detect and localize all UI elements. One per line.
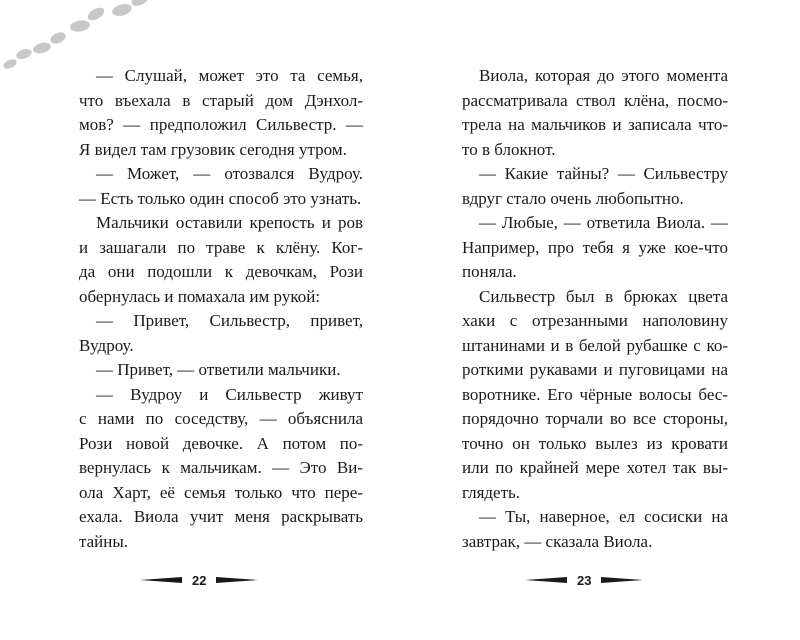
text-line: ола Харт, её семья только что пере- (79, 482, 363, 502)
page-number-right (525, 570, 643, 590)
text-line: завтрак, — сказала Виола. (462, 531, 653, 551)
text-line: с нами по соседству, — объяснила (79, 409, 363, 428)
text-line: Мальчики оставили крепость и ров (96, 213, 363, 232)
text-line: точно он только вылез из кровати (462, 433, 728, 453)
text-line: — Ты, наверное, ел сосиски на (479, 507, 728, 526)
text-line: мов? — предположил Сильвестр. — (79, 115, 363, 134)
text-line: вернулась к мальчикам. — Это Ви- (79, 458, 363, 477)
text-line: трела на мальчиков и записала что- (462, 115, 728, 134)
page-number: 23 (577, 572, 592, 588)
text-line: — Может, — отозвался Вудроу. (96, 164, 363, 183)
text-line: — Есть только один способ это узнать. (79, 188, 362, 208)
text-line: Я видел там грузовик сегодня утром. (79, 139, 347, 159)
text-line: то в блокнот. (462, 139, 556, 159)
page-23-text (462, 64, 728, 554)
page-22-text (79, 64, 363, 554)
text-line: что въехала в старый дом Дэнхол- (79, 90, 363, 110)
text-line: — Любые, — ответила Виола. — (479, 213, 728, 232)
text-line: — Слушай, может это та семья, (96, 66, 363, 85)
text-line: обернулась и помахала им рукой: (79, 286, 321, 306)
text-line: Например, про тебя я уже кое-что (462, 237, 728, 257)
text-line: ехала. Виола учит меня раскрывать (79, 507, 363, 526)
arrow-ornament-icon (140, 576, 182, 584)
arrow-ornament-icon (525, 576, 567, 584)
text-line: рассматривала ствол клёна, посмо- (462, 90, 728, 110)
text-line: Виола, которая до этого момента (479, 66, 728, 85)
text-line: или по крайней мере хотел так вы- (462, 458, 728, 477)
text-line: — Привет, — ответили мальчики. (96, 360, 341, 379)
page-number: 22 (192, 572, 207, 588)
text-line: Сильвестр был в брюках цвета (479, 286, 728, 306)
text-line: роткими рукавами и пуговицами на (462, 360, 728, 379)
arrow-ornament-icon (601, 576, 643, 584)
text-line: хаки с отрезанными наполовину (462, 311, 728, 330)
text-line: вдруг стало очень любопытно. (462, 188, 684, 208)
text-line: поняла. (462, 262, 517, 281)
text-line: штанинами и в белой рубашке с ко- (462, 335, 728, 355)
text-line: Рози новой девочке. А потом по- (79, 433, 363, 453)
text-line: и зашагали по траве к клёну. Ког- (79, 237, 363, 257)
text-line: тайны. (79, 531, 129, 551)
text-line: воротнике. Его чёрные волосы бес- (462, 384, 728, 404)
text-line: да они подошли к девочкам, Рози (79, 262, 363, 281)
text-line: — Вудроу и Сильвестр живут (96, 384, 363, 404)
text-line: порядочно торчали во все стороны, (462, 409, 728, 428)
page-number-left (140, 570, 258, 590)
text-line: глядеть. (462, 482, 521, 502)
arrow-ornament-icon (216, 576, 258, 584)
text-line: — Какие тайны? — Сильвестру (479, 164, 728, 183)
text-line: — Привет, Сильвестр, привет, (96, 311, 363, 330)
text-line: Вудроу. (79, 335, 134, 355)
